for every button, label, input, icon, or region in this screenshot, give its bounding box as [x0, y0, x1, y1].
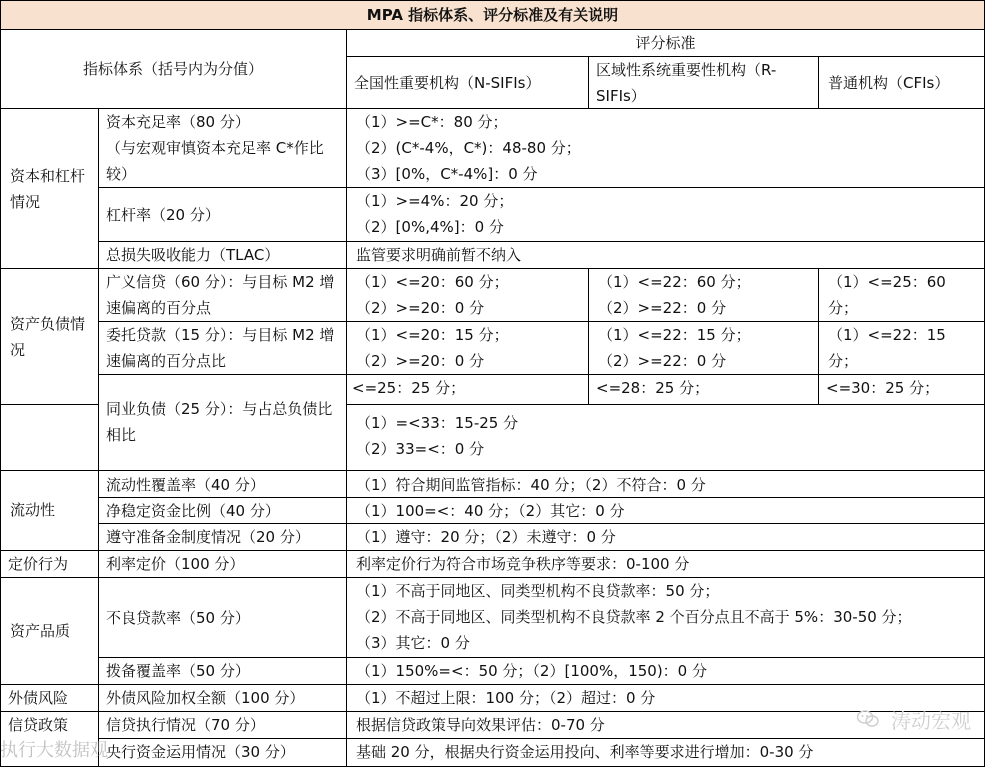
- header-indicator: 指标体系（括号内为分值）: [82, 60, 263, 78]
- indicator-interbank: 同业负债（25 分）：与占总负债比相比: [106, 400, 333, 444]
- indicator-broad-credit: 广义信贷（60 分）：与目标 M2 增速偏离的百分点: [106, 273, 335, 317]
- indicator-npl: 不良贷款率（50 分）: [106, 608, 250, 627]
- standard-entrusted-c: （1）<=22：15 分；: [828, 326, 946, 370]
- wechat-icon: [857, 709, 885, 733]
- indicator-credit-execution: 信贷执行情况（70 分）: [106, 716, 265, 734]
- left-watermark: 执行大数据观: [0, 740, 108, 761]
- header-cfis: 普通机构（CFIs）: [828, 73, 950, 92]
- standard-credit-execution: 根据信贷政策导向效果评估：0-70 分: [356, 716, 605, 734]
- standard-entrusted-n: （1）<=20：15 分； （2）>=20：0 分: [356, 326, 509, 370]
- indicator-leverage: 杠杆率（20 分）: [106, 205, 220, 224]
- standard-interbank: （1）=<33：15-25 分 （2）33=<：0 分: [356, 414, 519, 458]
- brand-name: 涛动宏观: [891, 709, 971, 733]
- indicator-tlac: 总损失吸收能力（TLAC）: [106, 246, 280, 264]
- standard-broad-credit-c: （1）<=25：60 分；: [828, 273, 946, 317]
- standard-reserve: （1）遵守：20 分；（2）未遵守：0 分: [356, 528, 616, 546]
- indicator-lcr: 流动性覆盖率（40 分）: [106, 476, 265, 494]
- header-n-sifis: 全国性重要机构（N-SIFIs）: [354, 73, 541, 92]
- standard-broad-credit-r: （1）<=22：60 分； （2）>=22：0 分: [598, 273, 751, 317]
- indicator-nsfr: 净稳定资金比例（40 分）: [106, 502, 280, 520]
- standard-rate-pricing: 利率定价行为符合市场竞争秩序等要求：0-100 分: [356, 555, 690, 573]
- indicator-foreign-debt: 外债风险加权全额（100 分）: [106, 689, 305, 707]
- indicator-reserve: 遵守准备金制度情况（20 分）: [106, 528, 310, 546]
- category-pricing: 定价行为: [8, 555, 69, 573]
- standard-lcr: （1）符合期间监管指标：40 分；（2）不符合：0 分: [356, 476, 706, 494]
- standard-entrusted-r: （1）<=22：15 分； （2）>=22：0 分: [598, 326, 751, 370]
- indicator-provision: 拨备覆盖率（50 分）: [106, 662, 250, 680]
- header-standard: 评分标准: [635, 34, 696, 52]
- standard-leverage: （1）>=4%：20 分； （2）[0%,4%]：0 分: [356, 192, 514, 236]
- category-foreign-debt: 外债风险: [8, 689, 69, 707]
- standard-cb-fund: 基础 20 分，根据央行资金运用投向、利率等要求进行增加：0-30 分: [356, 743, 814, 761]
- table-title: MPA 指标体系、评分标准及有关说明: [0, 0, 985, 30]
- header-r-sifis: 区域性系统重要性机构（R-SIFIs）: [596, 61, 777, 105]
- indicator-car: 资本充足率（80 分） （与宏观审慎资本充足率 C*作比较）: [106, 113, 324, 183]
- category-asset-quality: 资产品质: [10, 622, 71, 640]
- standard-broad-credit-n: （1）<=20：60 分； （2）>=20：0 分: [356, 273, 509, 317]
- standard-tlac: 监管要求明确前暂不纳入: [356, 246, 522, 264]
- standard-car: （1）>=C*：80 分； （2）(C*-4%，C*)：48-80 分； （3）[0%，C*-4%]：0 分: [356, 113, 581, 183]
- standard-foreign-debt: （1）不超过上限：100 分；（2）超过：0 分: [356, 689, 656, 707]
- standard-interbank-r: <=28：25 分；: [596, 379, 710, 397]
- category-capital: 资本和杠杆情况: [10, 166, 86, 211]
- standard-npl: （1）不高于同地区、同类型机构不良贷款率：50 分； （2）不高于同地区、同类型机构不良贷款率 2 个百分点且不高于 5%：30-50 分； （3）其它：0 分: [356, 582, 912, 652]
- brand-watermark: [857, 705, 971, 734]
- category-liquidity: 流动性: [10, 501, 56, 519]
- indicator-cb-fund: 央行资金运用情况（30 分）: [106, 743, 295, 761]
- standard-provision: （1）150%=<：50 分；（2）[100%，150)：0 分: [356, 662, 707, 680]
- standard-interbank-n: <=25：25 分；: [352, 379, 466, 397]
- standard-nsfr: （1）100=<：40 分；（2）其它：0 分: [356, 502, 625, 520]
- indicator-rate-pricing: 利率定价（100 分）: [106, 555, 245, 573]
- category-asset-liability: 资产负债情况: [10, 315, 86, 359]
- indicator-entrusted-loans: 委托贷款（15 分）：与目标 M2 增速偏离的百分点比: [106, 326, 335, 370]
- category-credit-policy: 信贷政策: [8, 716, 69, 734]
- standard-interbank-c: <=30：25 分；: [826, 379, 940, 397]
